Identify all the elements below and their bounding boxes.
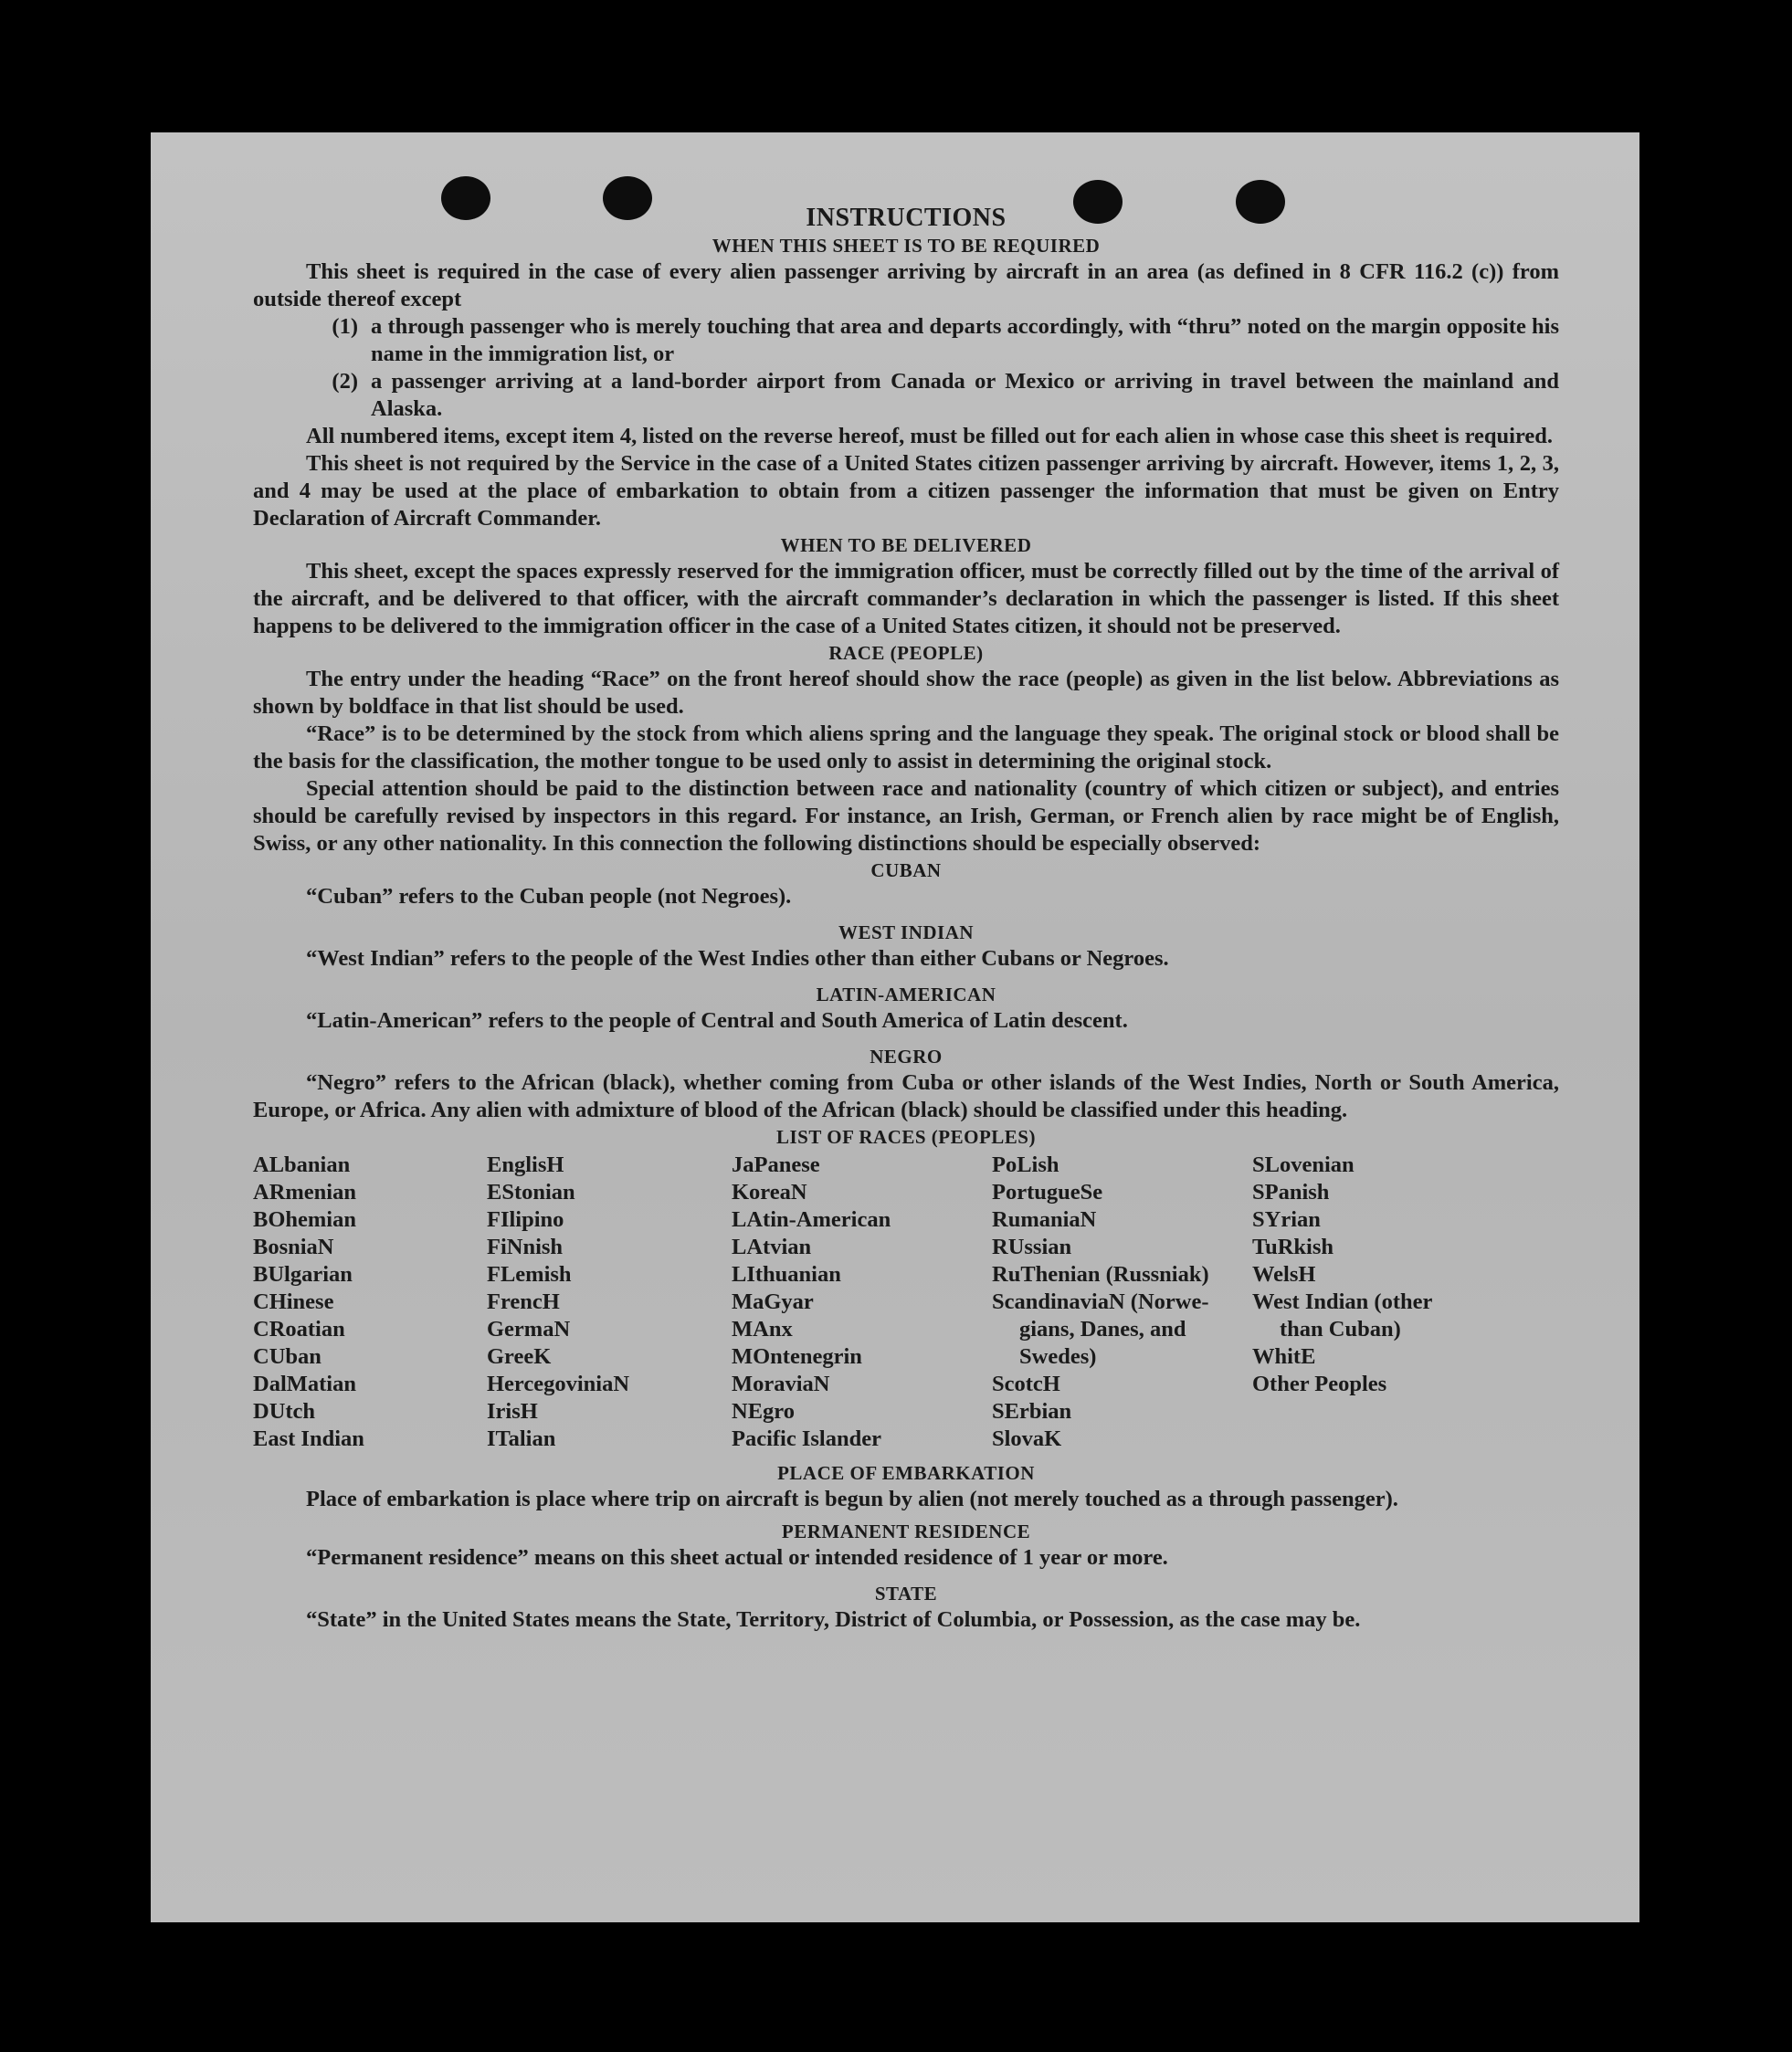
race-entry: CHinese	[253, 1289, 334, 1314]
paragraph: This sheet is not required by the Service in the case of a United States citizen passenger arriving by aircraft. However, items 1, 2, 3, and 4 may be used at the place of embarkation to obtain from a citizen passenger the information that must be given on Entry Declaration of Aircraft Commander.	[253, 451, 1559, 531]
race-entry: JaPanese	[732, 1152, 820, 1177]
paragraph: This sheet, except the spaces expressly reserved for the immigration officer, must be correctly filled out by the time of the arrival of the aircraft, and be delivered to that officer, with the aircraft commander’s declaration in which the passenger is listed. If this sheet happens to be delivered to the immigration officer in the case of a United States citizen, it should not be preserved.	[253, 559, 1559, 638]
race-entry: LIthuanian	[732, 1262, 841, 1287]
race-entry: IrisH	[487, 1399, 538, 1424]
section-heading-latin-american: LATIN-AMERICAN	[816, 984, 996, 1005]
section-heading-race: RACE (PEOPLE)	[828, 642, 984, 664]
race-entry: WhitE	[1252, 1344, 1316, 1369]
item-number: (1)	[332, 314, 358, 339]
race-entry: LAtvian	[732, 1235, 812, 1259]
item-text: a through passenger who is merely touching that area and departs accordingly, with “thru” noted on the margin opposite his name in the immigration list, or	[371, 314, 1559, 366]
race-entry: ScotcH	[992, 1372, 1060, 1396]
race-entry: Pacific Islander	[732, 1426, 881, 1451]
race-entry: PoLish	[992, 1152, 1059, 1177]
paragraph: “West Indian” refers to the people of the West Indies other than either Cubans or Negroes.	[306, 946, 1169, 971]
race-column	[487, 1152, 732, 1453]
race-column	[253, 1152, 487, 1453]
section-heading-state: STATE	[874, 1583, 938, 1605]
section-heading-required: WHEN THIS SHEET IS TO BE REQUIRED	[712, 235, 1101, 257]
race-entry: SLovenian	[1252, 1152, 1355, 1177]
race-entry: EStonian	[487, 1180, 575, 1205]
race-entry: SPanish	[1252, 1180, 1330, 1205]
race-entry: DUtch	[253, 1399, 316, 1424]
race-entry: GreeK	[487, 1344, 552, 1369]
race-entry: HercegoviniaN	[487, 1372, 630, 1396]
race-entry: CRoatian	[253, 1317, 345, 1342]
instructions-content	[253, 204, 1559, 1634]
document-sheet	[151, 132, 1639, 1922]
race-entry: GermaN	[487, 1317, 571, 1342]
race-column	[732, 1152, 992, 1453]
list-item	[253, 313, 1559, 368]
race-entry: ARmenian	[253, 1180, 356, 1205]
race-entry: LAtin-American	[732, 1207, 891, 1232]
race-entry: East Indian	[253, 1426, 364, 1451]
race-entry: BOhemian	[253, 1207, 356, 1232]
section-heading-cuban: CUBAN	[870, 859, 942, 881]
race-entry: SErbian	[992, 1399, 1072, 1424]
paragraph: “Negro” refers to the African (black), whether coming from Cuba or other islands of the West Indies, North or South America, Europe, or Africa. Any alien with admixture of blood of the African (black) should be classified under this heading.	[253, 1070, 1559, 1122]
list-item	[253, 368, 1559, 423]
item-number: (2)	[332, 369, 358, 394]
paragraph: “Permanent residence” means on this sheet actual or intended residence of 1 year or more.	[306, 1545, 1168, 1570]
race-column	[992, 1152, 1252, 1453]
race-entry: MOntenegrin	[732, 1344, 862, 1369]
paragraph: Place of embarkation is place where trip on aircraft is begun by alien (not merely touched as a through passenger).	[306, 1487, 1398, 1511]
paragraph: This sheet is required in the case of every alien passenger arriving by aircraft in an area (as defined in 8 CFR 116.2 (c)) from outside thereof except	[253, 259, 1559, 311]
section-heading-embarkation: PLACE OF EMBARKATION	[777, 1462, 1035, 1484]
race-entry: ALbanian	[253, 1152, 351, 1177]
section-heading-residence: PERMANENT RESIDENCE	[781, 1521, 1031, 1542]
race-entry: RUssian	[992, 1235, 1072, 1259]
paragraph: The entry under the heading “Race” on the front hereof should show the race (people) as given in the list below. Abbreviations as shown by boldface in that list should be used.	[253, 667, 1559, 719]
paragraph: “Latin-American” refers to the people of Central and South America of Latin descent.	[306, 1008, 1128, 1033]
race-entry: EnglisH	[487, 1152, 564, 1177]
race-entry: ITalian	[487, 1426, 556, 1451]
race-entry: TuRkish	[1252, 1235, 1334, 1259]
section-heading-races: LIST OF RACES (PEOPLES)	[776, 1126, 1036, 1148]
paragraph: “Cuban” refers to the Cuban people (not Negroes).	[306, 884, 792, 909]
page-title: INSTRUCTIONS	[806, 204, 1007, 232]
race-entry: MaGyar	[732, 1289, 814, 1314]
paragraph: “Race” is to be determined by the stock from which aliens spring and the language they speak. The original stock or blood shall be the basis for the classification, the mother tongue to be used only to assist in determining the original stock.	[253, 721, 1559, 773]
race-column	[1252, 1152, 1508, 1453]
race-entry-continued: than Cuban)	[1280, 1317, 1401, 1342]
race-entry: WelsH	[1252, 1262, 1316, 1287]
paragraph: All numbered items, except item 4, listed on the reverse hereof, must be filled out for each alien in whose case this sheet is required.	[306, 424, 1554, 448]
section-heading-negro: NEGRO	[870, 1046, 943, 1068]
race-entry: FrencH	[487, 1289, 560, 1314]
race-list	[253, 1152, 1559, 1453]
section-heading-delivered: WHEN TO BE DELIVERED	[780, 534, 1032, 556]
race-entry: ScandinaviaN (Norwe-	[992, 1289, 1209, 1314]
race-entry: PortugueSe	[992, 1180, 1103, 1205]
paragraph: “State” in the United States means the State, Territory, District of Columbia, or Possession, as the case may be.	[306, 1607, 1361, 1632]
race-entry: KoreaN	[732, 1180, 807, 1205]
race-entry: FiNnish	[487, 1235, 564, 1259]
race-entry: CUban	[253, 1344, 322, 1369]
item-text: a passenger arriving at a land-border airport from Canada or Mexico or arriving in travel between the mainland and Alaska.	[371, 369, 1559, 421]
race-entry: Other Peoples	[1252, 1372, 1387, 1396]
race-entry: West Indian (other	[1252, 1289, 1433, 1314]
race-entry: NEgro	[732, 1399, 795, 1424]
race-entry: RumaniaN	[992, 1207, 1097, 1232]
race-entry: FIlipino	[487, 1207, 564, 1232]
race-entry: BosniaN	[253, 1235, 334, 1259]
paragraph: Special attention should be paid to the distinction between race and nationality (country of which citizen or subject), and entries should be carefully revised by inspectors in this regard. For instance, an Irish, German, or French alien by race might be of English, Swiss, or any other nationality. In this connection the following distinctions should be especially observed:	[253, 776, 1559, 856]
section-heading-west-indian: WEST INDIAN	[838, 921, 975, 943]
race-entry: BUlgarian	[253, 1262, 353, 1287]
race-entry: MAnx	[732, 1317, 793, 1342]
race-entry-continued: Swedes)	[1019, 1344, 1097, 1369]
race-entry-continued: gians, Danes, and	[1019, 1317, 1186, 1342]
race-entry: MoraviaN	[732, 1372, 830, 1396]
race-entry: RuThenian (Russniak)	[992, 1262, 1209, 1287]
race-entry: DalMatian	[253, 1372, 356, 1396]
race-entry: FLemish	[487, 1262, 572, 1287]
race-entry: SYrian	[1252, 1207, 1321, 1232]
race-entry: SlovaK	[992, 1426, 1062, 1451]
